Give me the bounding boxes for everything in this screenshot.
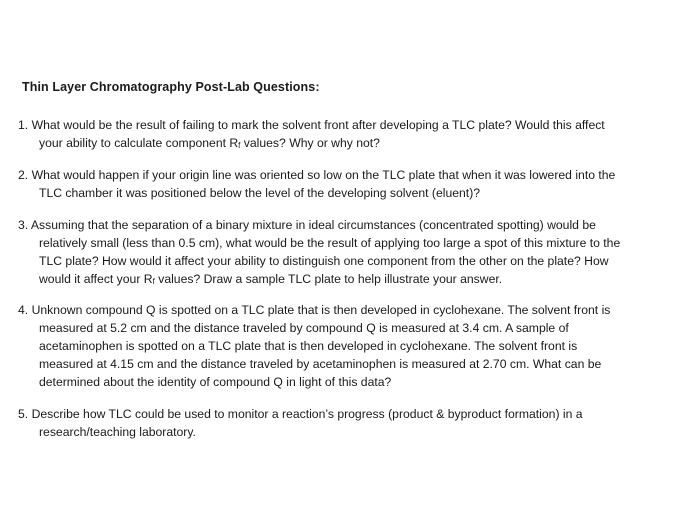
- question-5-line-1: 5. Describe how TLC could be used to monitor a reaction’s progress (product & byproduct formation) in a: [18, 407, 583, 421]
- question-3-line-4: would it affect your Rf values? Draw a sample TLC plate to help illustrate your answer.: [39, 272, 503, 286]
- question-number: 1.: [18, 118, 29, 132]
- question-number: 5.: [18, 407, 29, 421]
- question-3-line-3: TLC plate? How would it affect your ability to distinguish one component from the other on the plate? How: [39, 254, 609, 268]
- question-4-line-5: determined about the identity of compound Q in light of this data?: [39, 375, 392, 389]
- question-4-line-2: measured at 5.2 cm and the distance traveled by compound Q is measured at 3.4 cm. A sample of: [39, 321, 569, 335]
- question-2-line-1: 2. What would happen if your origin line was oriented so low on the TLC plate that when it was lowered into the: [18, 168, 616, 182]
- question-number: 3.: [18, 218, 29, 232]
- question-3-line-1: 3. Assuming that the separation of a binary mixture in ideal circumstances (concentrated spotting) would be: [18, 218, 596, 232]
- question-1-line-1: 1. What would be the result of failing to mark the solvent front after developing a TLC plate? Would this affect: [18, 118, 605, 132]
- question-1-line-2: your ability to calculate component Rf values? Why or why not?: [39, 136, 380, 150]
- question-4: [18, 301, 678, 391]
- question-4-line-4: measured at 4.15 cm and the distance traveled by acetaminophen is measured at 2.70 cm. What can be: [39, 357, 602, 371]
- question-4-line-3: acetaminophen is spotted on a TLC plate that is then developed in cyclohexane. The solvent front is: [39, 339, 578, 353]
- question-number: 2.: [18, 168, 29, 182]
- question-3-line-2: relatively small (less than 0.5 cm), what would be the result of applying too large a spot of this mixture to the: [39, 236, 621, 250]
- rf-subscript: f: [152, 277, 155, 286]
- question-5: [18, 405, 678, 441]
- question-3: [18, 216, 678, 291]
- question-1: [18, 116, 678, 155]
- question-2: [18, 166, 678, 202]
- question-5-line-2: research/teaching laboratory.: [39, 425, 196, 439]
- rf-subscript: f: [238, 141, 241, 150]
- document-title: Thin Layer Chromatography Post-Lab Questions:: [22, 80, 320, 94]
- question-2-line-2: TLC chamber it was positioned below the level of the developing solvent (eluent)?: [39, 186, 481, 200]
- question-4-line-1: 4. Unknown compound Q is spotted on a TLC plate that is then developed in cyclohexane. The solvent front is: [18, 303, 611, 317]
- question-number: 4.: [18, 303, 29, 317]
